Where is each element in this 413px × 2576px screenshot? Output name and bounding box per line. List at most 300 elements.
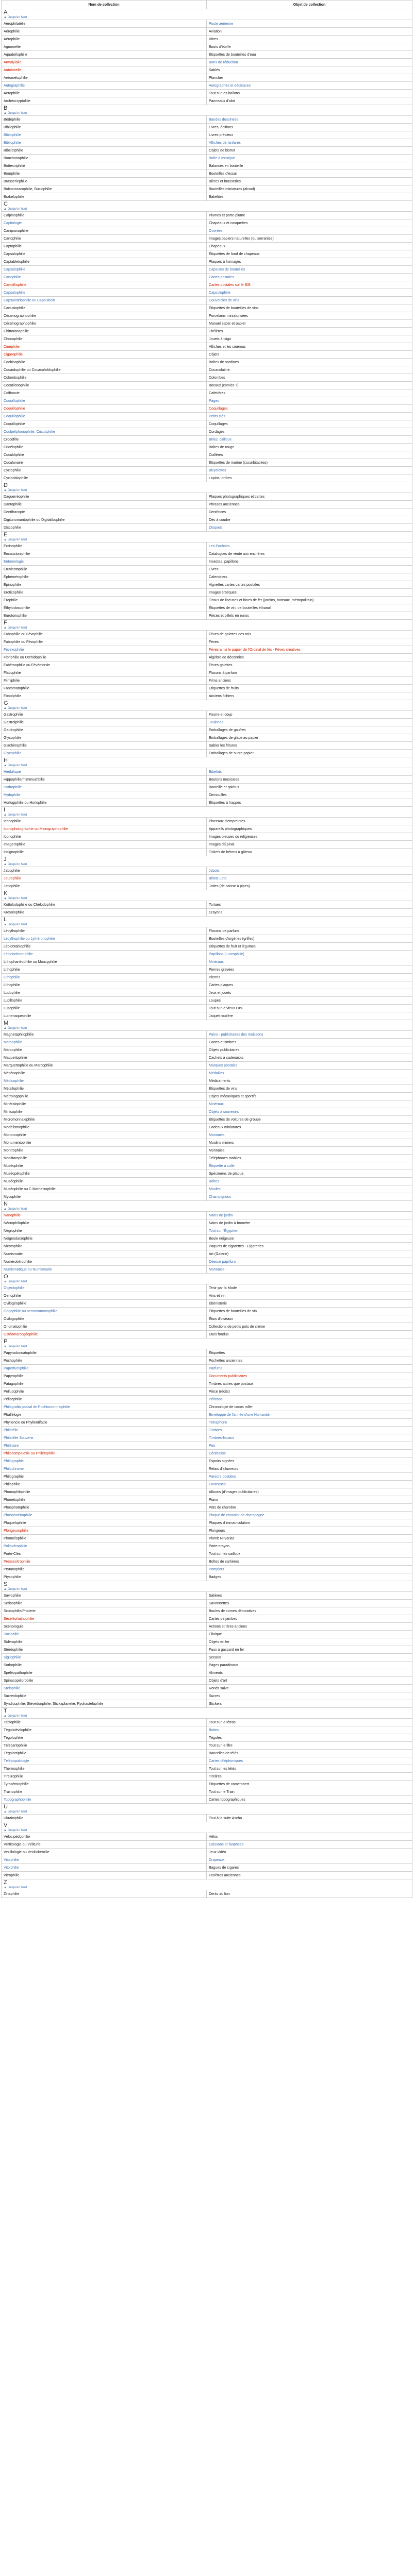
collection-name-cell: Muséophilie (2, 1162, 207, 1170)
collection-object-cell[interactable]: Moules (207, 1185, 412, 1193)
collection-name-cell[interactable]: Philographie (2, 1458, 207, 1465)
back-to-top-label: Jusqu'en haut (7, 1810, 27, 1814)
table-row (2, 1677, 412, 1685)
collection-name-cell[interactable]: Fèvexophilie (2, 646, 207, 654)
back-to-top-label: Jusqu'en haut (7, 863, 27, 866)
collection-object-cell: Bouteilles d'orgènes (griffes) (207, 935, 412, 943)
collection-name-cell: Muséophilie (2, 1178, 207, 1185)
collection-object-cell: Bières et brasseries (207, 178, 412, 185)
collection-name-cell: Sorbophilie (2, 1662, 207, 1669)
back-to-top-link[interactable] (4, 923, 410, 927)
collection-object-cell: Appareils photographiques (207, 825, 412, 833)
collection-name-cell[interactable]: Hydophilie (2, 791, 207, 799)
collection-name-cell[interactable]: Glycophilie (2, 750, 207, 757)
back-to-top-link[interactable] (4, 896, 410, 901)
collection-object-cell[interactable]: Déesse papillons (207, 1258, 412, 1266)
section-header-cell (2, 856, 412, 867)
collection-name-cell: Mycophilie (2, 1193, 207, 1201)
collection-object-cell: Flacons de parfum (207, 927, 412, 935)
collection-name-cell: Cyclophilie (2, 467, 207, 474)
collection-object-cell: Colombes (207, 374, 412, 382)
table-row (2, 451, 412, 459)
collection-name-cell[interactable]: Autolabélie (2, 66, 207, 74)
table-row (2, 1607, 412, 1615)
collection-name-cell: Aérophilie (2, 36, 207, 43)
table-row (2, 1380, 412, 1388)
table-row (2, 1504, 412, 1512)
collection-object-cell: Jeux et jouets (207, 989, 412, 997)
section-header-row (2, 482, 412, 493)
collection-object-cell[interactable]: Champignons (207, 1193, 412, 1201)
collection-object-cell[interactable]: Boîtes (207, 1178, 412, 1185)
collection-object-cell[interactable]: Timbres (207, 1427, 412, 1434)
table-row (2, 776, 412, 784)
table-row (2, 1543, 412, 1550)
table-row (2, 1077, 412, 1085)
collection-name-cell[interactable]: Pressecitrophilie (2, 1558, 207, 1566)
collection-object-cell[interactable]: Autographes et dédicaces (207, 82, 412, 90)
collection-object-cell[interactable]: Billes, cailloux (207, 436, 412, 444)
collection-name-cell[interactable]: Philétaire (2, 1442, 207, 1450)
back-to-top-link[interactable] (4, 1207, 410, 1211)
collection-name-cell[interactable]: Phosphoénophilie (2, 1512, 207, 1519)
section-header-cell (2, 890, 412, 901)
collection-object-cell[interactable]: Cénibasse (207, 1450, 412, 1458)
table-row (2, 543, 412, 550)
table-row (2, 1331, 412, 1338)
collection-object-cell[interactable]: Disques (207, 524, 412, 532)
back-to-top-label: Jusqu'en haut (7, 489, 27, 492)
table-row (2, 162, 412, 170)
collection-name-cell: Eurotonophilie (2, 612, 207, 620)
collection-name-cell: Métallophilie (2, 1085, 207, 1093)
table-row (2, 734, 412, 742)
collection-object-cell: Crayons (207, 909, 412, 917)
table-row (2, 250, 412, 258)
table-row (2, 1185, 412, 1193)
section-header-cell (2, 1274, 412, 1284)
table-row (2, 1108, 412, 1116)
collection-object-cell[interactable]: Tout sur l'Égyptien (207, 1227, 412, 1235)
table-row (2, 524, 412, 532)
table-row (2, 1308, 412, 1315)
table-row (2, 719, 412, 726)
collection-object-cell[interactable]: Nains de jardin (207, 1212, 412, 1219)
collection-object-cell[interactable]: Monnaies (207, 1266, 412, 1274)
collection-name-cell: Imagerophilie (2, 841, 207, 849)
collection-name-cell: Fabophilie ou Fèvophilie (2, 631, 207, 638)
back-to-top-link[interactable] (4, 813, 410, 817)
collection-object-cell[interactable]: Capsules de bouteilles (207, 266, 412, 274)
back-to-top-link[interactable] (4, 862, 410, 867)
collection-object-cell[interactable]: Minéraux (207, 958, 412, 966)
collection-name-cell[interactable]: Cigarophilie (2, 351, 207, 359)
collection-object-cell: Étiquettes de vins (207, 1085, 412, 1093)
collection-object-cell[interactable]: Enveloppe de l'année d'une Humanité (207, 1411, 412, 1419)
up-arrow-icon: ▲ (4, 1886, 7, 1889)
section-letter: U (4, 1804, 8, 1810)
collection-object-cell: Étuis fondus (207, 1331, 412, 1338)
collection-name-cell[interactable]: Poliavérophilie (2, 1543, 207, 1550)
section-header-cell (2, 105, 412, 116)
back-to-top-label: Jusqu'en haut (7, 1027, 27, 1030)
back-to-top-link[interactable] (4, 111, 410, 115)
collection-name-cell: Lusophilie (2, 1005, 207, 1012)
collection-name-cell: Papyrophilie (2, 1372, 207, 1380)
collection-object-cell[interactable]: Petits clés (207, 413, 412, 420)
collection-object-cell[interactable]: Plaque de chocolat de champagne (207, 1512, 412, 1519)
table-row (2, 366, 412, 374)
collection-object-cell[interactable]: Capsulophilie (207, 289, 412, 297)
collection-name-cell: Colombophilie (2, 374, 207, 382)
back-to-top-link[interactable] (4, 1345, 410, 1349)
collection-object-cell: Tirelires (207, 1773, 412, 1781)
back-to-top-link[interactable] (4, 1587, 410, 1591)
collection-object-cell[interactable]: Couvercles de vins (207, 297, 412, 304)
collection-object-cell: Vignettes cartes cartes postales (207, 581, 412, 589)
table-row (2, 74, 412, 82)
collection-name-cell: Bibelotphilie (2, 147, 207, 155)
back-to-top-link[interactable] (4, 207, 410, 211)
back-to-top-label: Jusqu'en haut (7, 538, 27, 541)
table-row (2, 501, 412, 509)
collection-name-cell: Prytanophilie (2, 1566, 207, 1573)
collection-name-cell: Ptyxophilie (2, 1573, 207, 1581)
collection-object-cell[interactable]: Drapeaux (207, 1856, 412, 1864)
collection-object-cell[interactable]: Monnaies (207, 1131, 412, 1139)
table-row (2, 1212, 412, 1219)
collection-object-cell[interactable]: Parfums (207, 1365, 412, 1372)
collection-name-cell: Tégolatévilophilie (2, 1726, 207, 1734)
collection-name-cell: Gaufrophilie (2, 726, 207, 734)
collection-object-cell: Cartes topographiques (207, 1796, 412, 1804)
collection-object-cell[interactable]: Fouteuses (207, 1481, 412, 1488)
collection-object-cell[interactable]: Ouvrées (207, 227, 412, 235)
back-to-top-link[interactable] (4, 1810, 410, 1814)
collection-object-cell: Fèves (207, 638, 412, 646)
back-to-top-link[interactable] (4, 15, 410, 20)
section-letter: H (4, 757, 8, 764)
section-header-row (2, 1708, 412, 1719)
collection-name-cell: Piromélophilie (2, 1535, 207, 1543)
collection-name-cell[interactable]: Sécéléphathophilie (2, 1615, 207, 1623)
collection-object-cell: Fenêtres anciennes (207, 1872, 412, 1879)
up-arrow-icon: ▲ (4, 1208, 7, 1211)
collection-name-cell: Glachèrophilie (2, 742, 207, 750)
collection-name-cell[interactable]: Coquillophilie (2, 413, 207, 420)
back-to-top-link[interactable] (4, 1714, 410, 1718)
table-row (2, 550, 412, 558)
collection-name-cell[interactable]: Topographophilie (2, 1796, 207, 1804)
collection-name-cell: Pochophilie (2, 1357, 207, 1365)
collection-name-cell: Aérophilie (2, 28, 207, 36)
collection-name-cell[interactable]: Télépopulologie (2, 1757, 207, 1765)
collection-name-cell: Vertitologie ou Véliturie (2, 1841, 207, 1849)
collection-object-cell: Objets (207, 351, 412, 359)
collection-name-cell[interactable]: Lithophilie (2, 974, 207, 981)
collection-name-cell[interactable]: Ostéomarcogéophilie (2, 1331, 207, 1338)
table-row (2, 1434, 412, 1442)
table-row (2, 420, 412, 428)
collection-name-cell: Maquettophilie (2, 1054, 207, 1062)
back-to-top-link[interactable] (4, 538, 410, 542)
table-row (2, 1638, 412, 1646)
collection-name-cell: Céramographophilie (2, 312, 207, 320)
collection-name-cell: Scutophilie/Phalerie (2, 1607, 207, 1615)
collection-name-cell[interactable]: Entomologie (2, 558, 207, 566)
collection-object-cell: Boîtes de rouge (207, 444, 412, 451)
collection-name-cell[interactable]: Philochrome (2, 1465, 207, 1473)
back-to-top-link[interactable] (4, 1828, 410, 1833)
table-row (2, 1573, 412, 1581)
collection-object-cell: Étiquettes de bouteilles d'eau (207, 51, 412, 59)
collection-name-cell[interactable]: Capitalogie (2, 219, 207, 227)
collection-name-cell[interactable]: Coquillophilie (2, 405, 207, 413)
up-arrow-icon: ▲ (4, 897, 7, 900)
table-row (2, 397, 412, 405)
collection-name-cell[interactable]: Capsulophilie (2, 289, 207, 297)
collection-object-cell[interactable]: Pains - publicitaires des moissons (207, 1031, 412, 1039)
back-to-top-link[interactable] (4, 626, 410, 630)
collection-name-cell[interactable]: Cartophilie (2, 274, 207, 281)
back-to-top-link[interactable] (4, 706, 410, 710)
collection-object-cell[interactable]: Jouinnes (207, 719, 412, 726)
section-header-row (2, 856, 412, 867)
collection-object-cell[interactable]: Marques postales (207, 1062, 412, 1070)
collection-name-cell[interactable]: Nanophilie (2, 1212, 207, 1219)
collection-name-cell[interactable]: Médicophilie (2, 1077, 207, 1085)
section-header-cell (2, 807, 412, 818)
back-to-top-link[interactable] (4, 488, 410, 493)
collection-object-cell[interactable]: Documents publicitaires (207, 1372, 412, 1380)
table-row (2, 20, 412, 28)
collection-object-cell[interactable]: Peu (207, 1442, 412, 1450)
collection-object-cell: Aliments (207, 1669, 412, 1677)
section-letter: F (4, 620, 7, 626)
collection-name-cell: Tyrosémiophilie (2, 1781, 207, 1788)
collection-object-cell: Spécimens de plaque (207, 1170, 412, 1178)
table-row (2, 768, 412, 776)
section-letter: B (4, 105, 8, 111)
collection-object-cell[interactable]: Billets Loto (207, 875, 412, 883)
collection-object-cell[interactable]: Pompiers (207, 1566, 412, 1573)
collection-object-cell[interactable]: Papillons (Lucrophilie) (207, 951, 412, 958)
collection-name-cell: Discophilie (2, 524, 207, 532)
table-row (2, 1419, 412, 1427)
table-row (2, 558, 412, 566)
collection-object-cell: Faux à gaspard en fer (207, 1646, 412, 1654)
collection-name-cell[interactable]: Jourophilie (2, 875, 207, 883)
collection-name-cell[interactable]: Marcophilie (2, 1039, 207, 1046)
collection-name-cell[interactable]: Plongeurophilie (2, 1527, 207, 1535)
back-to-top-link[interactable] (4, 1886, 410, 1890)
collection-object-cell: Livres précieux (207, 131, 412, 139)
collection-name-cell: Nécrophilophilie (2, 1219, 207, 1227)
back-to-top-link[interactable] (4, 764, 410, 768)
collection-object-cell: Étuis d'oiseaux (207, 1315, 412, 1323)
collection-object-cell[interactable]: Timbres-fiscaux (207, 1434, 412, 1442)
back-to-top-link[interactable] (4, 1280, 410, 1284)
table-row (2, 258, 412, 266)
collection-name-cell: Philographie (2, 1473, 207, 1481)
collection-name-cell[interactable]: Coquillophilie (2, 397, 207, 405)
table-row (2, 28, 412, 36)
collection-name-cell: Syndicophilie, Stévedoriphilie, Stickaplanetie, Ryukastelaphilie (2, 1700, 207, 1708)
collection-object-cell[interactable]: Bons de réduction (207, 59, 412, 66)
collection-object-cell[interactable]: Cartes téléphoniques (207, 1757, 412, 1765)
collection-name-cell[interactable]: Capsulophilie (2, 266, 207, 274)
table-row (2, 1781, 412, 1788)
collection-object-cell: Sceaux (207, 1654, 412, 1662)
collection-object-cell[interactable]: Cartes postales sur le B/B (207, 281, 412, 289)
table-row (2, 1235, 412, 1243)
table-row (2, 1046, 412, 1054)
collection-object-cell: Bouteilles miniatures (alcool) (207, 185, 412, 193)
collection-name-cell: Fabophilie ou Fèvophilie (2, 638, 207, 646)
collection-object-cell: Cuillères (207, 451, 412, 459)
collection-name-cell[interactable]: Cinéphilie (2, 343, 207, 351)
collection-name-cell[interactable]: Vitolphilie (2, 1856, 207, 1864)
table-row (2, 818, 412, 825)
collection-name-cell[interactable]: Bibliophilie (2, 131, 207, 139)
collection-object-cell: Calendriers (207, 573, 412, 581)
section-letter: Z (4, 1879, 7, 1886)
collection-object-cell[interactable]: Cartes postales (207, 274, 412, 281)
collection-object-cell[interactable]: Tétraphorie (207, 1419, 412, 1427)
collection-object-cell[interactable]: Les Pochoirs (207, 543, 412, 550)
collection-name-cell[interactable]: Sigilophilie (2, 1654, 207, 1662)
collection-object-cell[interactable]: Pages (207, 397, 412, 405)
collection-name-cell: Ukrainiphilie (2, 1815, 207, 1822)
collection-object-cell[interactable]: Pareurs postales (207, 1473, 412, 1481)
collection-name-cell[interactable]: Hiérbifique (2, 768, 207, 776)
header-collection-name: Nom de collection (2, 1, 207, 9)
collection-name-cell: Ovilogophilie (2, 1315, 207, 1323)
collection-name-cell[interactable]: Philatélie (2, 1427, 207, 1434)
collection-name-cell[interactable]: Autographilie (2, 82, 207, 90)
collection-object-cell: Tortues (207, 901, 412, 909)
collection-object-cell: Bocaux (comics ?) (207, 382, 412, 389)
collection-name-cell: Lithophanéophilie ou Moucyphilie (2, 958, 207, 966)
collection-name-cell[interactable]: Paperfumiphilie (2, 1365, 207, 1372)
collection-name-cell[interactable]: Iconophotographie ou Micrographophilie (2, 825, 207, 833)
collection-object-cell[interactable]: Médailles (207, 1070, 412, 1077)
collection-object-cell[interactable]: Bibelots (207, 768, 412, 776)
collection-object-cell: Plancher (207, 74, 412, 82)
table-row (2, 1654, 412, 1662)
table-row (2, 1519, 412, 1527)
collection-object-cell[interactable]: Jabots (207, 867, 412, 875)
collection-object-cell[interactable]: Bicyclettes (207, 467, 412, 474)
collection-name-cell[interactable]: Capsulotélophilie ou Capsulocin (2, 297, 207, 304)
collection-object-cell[interactable]: Boîte à musique (207, 155, 412, 162)
back-to-top-link[interactable] (4, 1026, 410, 1030)
collection-object-cell[interactable]: Poste aérienne (207, 20, 412, 28)
collection-name-cell[interactable]: Oogophilie ou oenocronomophilie (2, 1308, 207, 1315)
collection-name-cell[interactable]: Vitolphilie (2, 1864, 207, 1872)
collection-object-cell[interactable]: Pélicans (207, 1396, 412, 1403)
collection-object-cell[interactable]: Objets à souvenirs (207, 1108, 412, 1116)
section-header-row (2, 1020, 412, 1031)
collection-object-cell: Jeux vidéo (207, 1849, 412, 1856)
collection-object-cell: Timbres autres que postaux (207, 1380, 412, 1388)
section-header-row (2, 532, 412, 543)
collection-object-cell: Lapins, ordres (207, 474, 412, 482)
table-row (2, 493, 412, 501)
table-row (2, 1266, 412, 1274)
collection-name-cell[interactable]: Armalylalie (2, 59, 207, 66)
section-header-cell (2, 1879, 412, 1890)
collection-object-cell: Pierres (207, 974, 412, 981)
collection-object-cell[interactable]: Bandes dessinées (207, 116, 412, 124)
collection-name-cell: Mécénophilie (2, 1070, 207, 1077)
collection-object-cell[interactable]: Minéraux (207, 1100, 412, 1108)
collection-name-cell[interactable]: Bibliophilie (2, 139, 207, 147)
collection-name-cell: Brasseriephilie (2, 178, 207, 185)
collection-object-cell[interactable]: Étiquette à colle (207, 1162, 412, 1170)
collection-name-cell[interactable]: Lécythophilie ou Lythérunophilie (2, 935, 207, 943)
table-row (2, 927, 412, 935)
collection-name-cell[interactable]: Stelophilie (2, 1685, 207, 1692)
table-row (2, 1685, 412, 1692)
collection-name-cell[interactable]: Lépidochromphilie (2, 951, 207, 958)
collection-object-cell[interactable]: Fèves ainsi le papier de l'Ordinal de féc - Fèves créatives (207, 646, 412, 654)
back-to-top-label: Jusqu'en haut (7, 1829, 27, 1832)
table-row (2, 1162, 412, 1170)
table-row (2, 1178, 412, 1185)
section-letter: S (4, 1581, 8, 1587)
collection-object-cell: Cartes de jambes (207, 1615, 412, 1623)
collection-object-cell[interactable]: Boites (207, 1726, 412, 1734)
up-arrow-icon: ▲ (4, 1829, 7, 1832)
back-to-top-label: Jusqu'en haut (7, 923, 27, 926)
collection-name-cell[interactable]: Philatélie Souvenir (2, 1434, 207, 1442)
up-arrow-icon: ▲ (4, 538, 7, 541)
collection-name-cell: Cocutilonophilie (2, 382, 207, 389)
collection-name-cell: Archéocryptofilie (2, 97, 207, 105)
collection-object-cell: Ébénisterie (207, 1300, 412, 1308)
collection-name-cell[interactable]: Cartofiliophilie (2, 281, 207, 289)
collection-name-cell[interactable]: Hydrophilie (2, 784, 207, 791)
collection-object-cell[interactable]: Caissons et fanphees (207, 1841, 412, 1849)
collection-object-cell: Objets d'art (207, 1677, 412, 1685)
collection-name-cell: Phallélogie (2, 1411, 207, 1419)
table-row (2, 1372, 412, 1380)
collection-name-cell[interactable]: Numismatique ou Numismatie (2, 1266, 207, 1274)
collection-object-cell[interactable]: Coquillages (207, 405, 412, 413)
collection-object-cell: Vitres (207, 36, 412, 43)
collection-object-cell: Plumes et porte-plume (207, 212, 412, 219)
collection-object-cell: Chronologie de cocos roller (207, 1403, 412, 1411)
table-row (2, 297, 412, 304)
collection-name-cell[interactable]: Philagrafia pascal de Pochtocronmophilie (2, 1403, 207, 1411)
collection-name-cell[interactable]: Philocompalexie ou Philétophilie (2, 1450, 207, 1458)
table-row (2, 685, 412, 692)
collection-name-cell[interactable]: Objectophilie (2, 1284, 207, 1292)
collection-name-cell: Magnetaphilophilie (2, 1031, 207, 1039)
collection-name-cell: Lécythophilie (2, 927, 207, 935)
collection-name-cell: Numérotiérophilie (2, 1258, 207, 1266)
collection-object-cell: Plaques d'immatriculation (207, 1519, 412, 1527)
table-row (2, 791, 412, 799)
collection-name-cell: Éroticophilie (2, 589, 207, 597)
collection-name-cell[interactable]: Sociphilie (2, 1631, 207, 1638)
collection-name-cell[interactable]: Coulpélphonophilie, Cricutiphilie (2, 428, 207, 436)
section-header-cell (2, 1201, 412, 1212)
collection-object-cell[interactable]: Affiches de fanfares (207, 139, 412, 147)
collection-name-cell: Lépidotabiophilie (2, 943, 207, 951)
collection-object-cell: Tenir par la Mode (207, 1284, 412, 1292)
